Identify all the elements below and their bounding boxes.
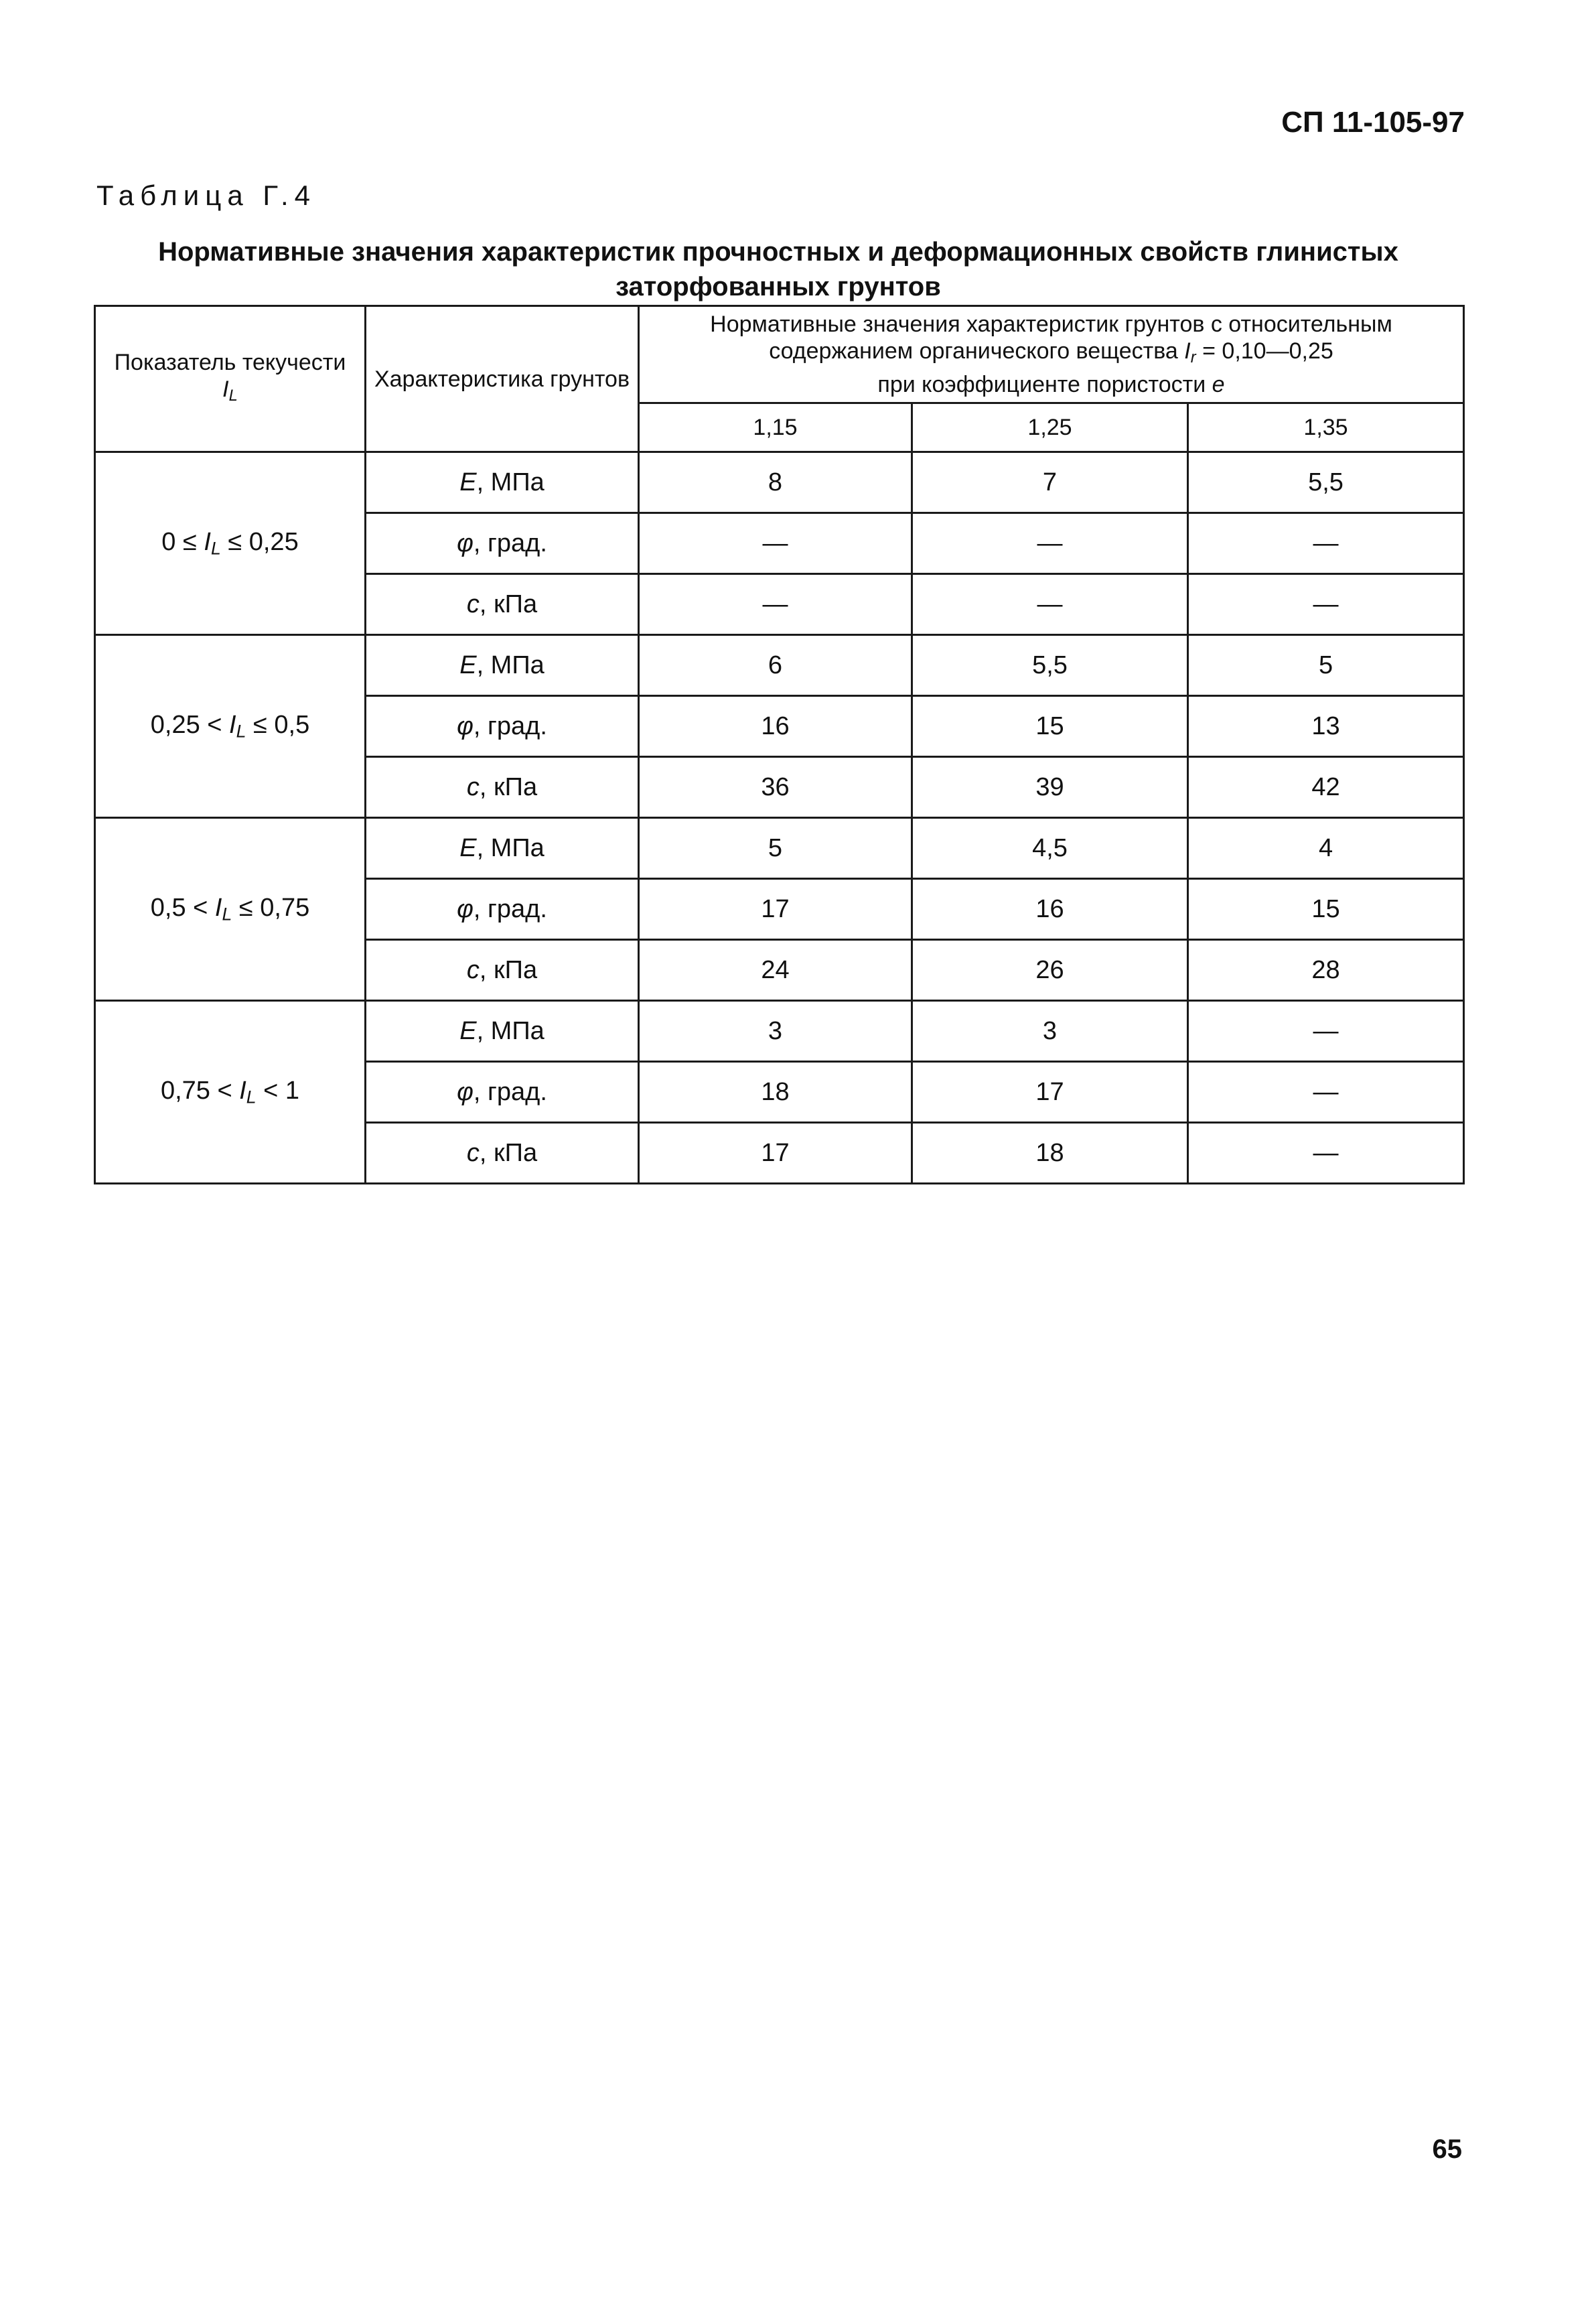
- range-upper: ≤ 0,25: [228, 527, 299, 556]
- characteristic-unit: , кПа: [479, 590, 538, 618]
- characteristic-unit: , МПа: [476, 833, 545, 862]
- table-row: [95, 1001, 1464, 1062]
- range-lower: 0,5 <: [150, 893, 208, 922]
- characteristic-unit: , град.: [473, 894, 547, 923]
- header-group-line-2b: = 0,10—0,25: [1202, 338, 1333, 364]
- characteristic-unit: , кПа: [479, 955, 538, 984]
- value-cell: —: [1188, 513, 1464, 574]
- liquidity-range-cell: [95, 635, 366, 818]
- liquidity-range-cell: [95, 452, 366, 635]
- table-row: [95, 452, 1464, 513]
- value-cell: —: [912, 574, 1188, 635]
- header-normative-values: [639, 306, 1464, 403]
- value-cell: 5: [639, 818, 912, 879]
- characteristic-symbol: E: [459, 468, 477, 496]
- range-upper: ≤ 0,5: [252, 710, 310, 739]
- value-cell: —: [1188, 1001, 1464, 1062]
- value-cell: 3: [912, 1001, 1188, 1062]
- range-lower: 0,25 <: [150, 710, 222, 739]
- value-cell: 15: [912, 696, 1188, 757]
- characteristic-unit: , МПа: [476, 468, 545, 496]
- value-cell: —: [639, 574, 912, 635]
- characteristic-symbol: φ: [457, 894, 474, 923]
- value-cell: 28: [1188, 940, 1464, 1001]
- range-symbol: I: [214, 893, 222, 922]
- value-cell: 4: [1188, 818, 1464, 879]
- value-cell: 36: [639, 757, 912, 818]
- characteristic-cell: [366, 452, 639, 513]
- liquidity-range-cell: [95, 1001, 366, 1184]
- characteristic-cell: [366, 1123, 639, 1184]
- header-organic-symbol: I: [1184, 338, 1191, 364]
- liquidity-range-cell: [95, 818, 366, 1001]
- table-header: [95, 306, 1464, 452]
- characteristic-unit: , град.: [473, 1077, 547, 1106]
- range-symbol: I: [204, 527, 211, 556]
- characteristic-unit: , град.: [473, 711, 547, 740]
- value-cell: 5,5: [1188, 452, 1464, 513]
- characteristic-unit: , кПа: [479, 1138, 538, 1167]
- characteristic-cell: [366, 879, 639, 940]
- characteristic-cell: [366, 513, 639, 574]
- characteristic-unit: , МПа: [476, 1016, 545, 1045]
- characteristic-symbol: c: [466, 590, 480, 618]
- value-cell: 4,5: [912, 818, 1188, 879]
- value-cell: —: [639, 513, 912, 574]
- value-cell: —: [912, 513, 1188, 574]
- characteristic-unit: , МПа: [476, 651, 545, 679]
- value-cell: 42: [1188, 757, 1464, 818]
- value-cell: 8: [639, 452, 912, 513]
- header-porosity-2: 1,25: [912, 403, 1188, 452]
- characteristic-symbol: φ: [457, 529, 474, 557]
- value-cell: 13: [1188, 696, 1464, 757]
- value-cell: 26: [912, 940, 1188, 1001]
- range-symbol: I: [229, 710, 236, 739]
- value-cell: 15: [1188, 879, 1464, 940]
- header-liquidity-symbol: I: [222, 376, 229, 402]
- range-lower: 0 ≤: [161, 527, 197, 556]
- characteristic-unit: , град.: [473, 529, 547, 557]
- characteristic-cell: [366, 635, 639, 696]
- value-cell: 6: [639, 635, 912, 696]
- table-body: [95, 452, 1464, 1184]
- characteristic-cell: [366, 696, 639, 757]
- value-cell: 24: [639, 940, 912, 1001]
- table-row: [95, 818, 1464, 879]
- value-cell: 16: [912, 879, 1188, 940]
- value-cell: 5,5: [912, 635, 1188, 696]
- characteristic-cell: [366, 574, 639, 635]
- range-lower: 0,75 <: [160, 1076, 232, 1105]
- header-characteristic: Характеристика грунтов: [366, 306, 639, 452]
- header-porosity-3: 1,35: [1188, 403, 1464, 452]
- value-cell: —: [1188, 1123, 1464, 1184]
- value-cell: 16: [639, 696, 912, 757]
- characteristic-symbol: c: [466, 955, 480, 984]
- characteristic-cell: [366, 1001, 639, 1062]
- table-row: [95, 635, 1464, 696]
- range-subscript: L: [236, 721, 246, 742]
- characteristic-symbol: E: [459, 1016, 477, 1045]
- characteristic-symbol: c: [466, 772, 480, 801]
- range-upper: < 1: [263, 1076, 300, 1105]
- header-group-line-2a: содержанием органического вещества: [769, 338, 1178, 364]
- characteristic-symbol: c: [466, 1138, 480, 1167]
- characteristic-symbol: φ: [457, 711, 474, 740]
- value-cell: 18: [639, 1062, 912, 1123]
- range-subscript: L: [210, 538, 221, 559]
- characteristic-symbol: E: [459, 833, 477, 862]
- range-upper: ≤ 0,75: [238, 893, 310, 922]
- data-table: [94, 305, 1465, 1184]
- value-cell: 17: [639, 1123, 912, 1184]
- value-cell: 3: [639, 1001, 912, 1062]
- range-subscript: L: [222, 904, 232, 925]
- value-cell: 7: [912, 452, 1188, 513]
- characteristic-cell: [366, 757, 639, 818]
- characteristic-symbol: E: [459, 651, 477, 679]
- characteristic-cell: [366, 818, 639, 879]
- characteristic-cell: [366, 1062, 639, 1123]
- range-subscript: L: [246, 1087, 257, 1107]
- header-liquidity-index: [95, 306, 366, 452]
- value-cell: —: [1188, 1062, 1464, 1123]
- characteristic-cell: [366, 940, 639, 1001]
- value-cell: 5: [1188, 635, 1464, 696]
- value-cell: 17: [639, 879, 912, 940]
- table-title: Нормативные значения характеристик прочностных и деформационных свойств глинистых заторфованных грунтов: [158, 237, 1398, 301]
- page-number: 65: [1432, 2134, 1462, 2164]
- header-liquidity-label: Показатель текучести: [114, 349, 346, 375]
- value-cell: 17: [912, 1062, 1188, 1123]
- value-cell: 39: [912, 757, 1188, 818]
- header-organic-subscript: r: [1190, 348, 1196, 366]
- characteristic-symbol: φ: [457, 1077, 474, 1106]
- value-cell: 18: [912, 1123, 1188, 1184]
- characteristic-unit: , кПа: [479, 772, 538, 801]
- header-porosity-1: 1,15: [639, 403, 912, 452]
- table-label: Таблица Г.4: [96, 180, 316, 211]
- header-porosity-symbol: e: [1212, 371, 1225, 397]
- header-group-line-3a: при коэффициенте пористости: [877, 371, 1206, 397]
- header-liquidity-subscript: L: [228, 386, 238, 405]
- header-group-line-1: Нормативные значения характеристик грунтов с относительным: [710, 312, 1392, 338]
- value-cell: —: [1188, 574, 1464, 635]
- document-code: СП 11-105-97: [1281, 106, 1465, 139]
- range-symbol: I: [239, 1076, 246, 1105]
